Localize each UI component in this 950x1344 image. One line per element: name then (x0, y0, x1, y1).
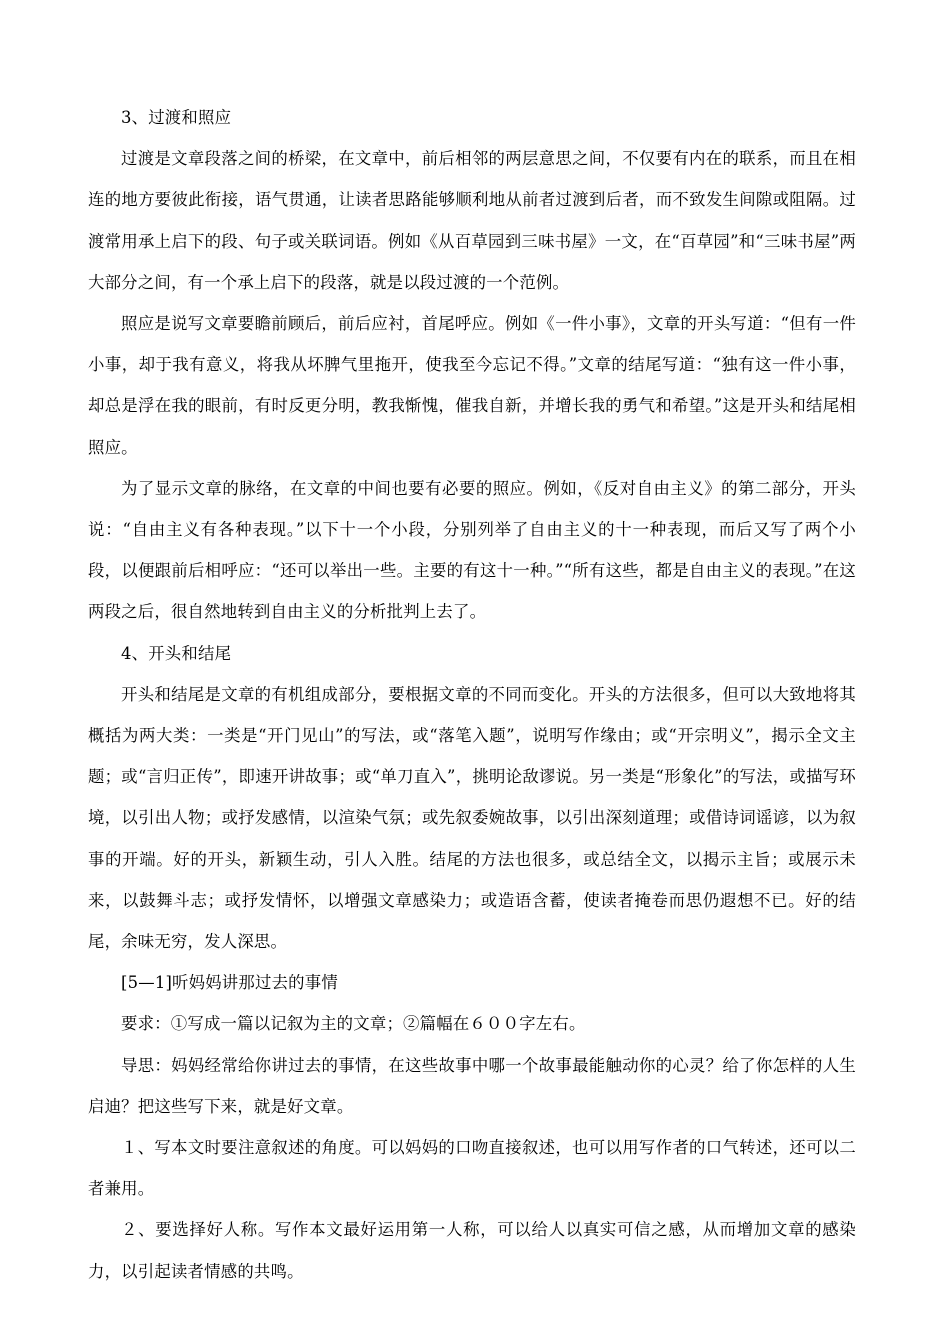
document-body (88, 97, 856, 1292)
tip-person: ２、要选择好人称。写作本文最好运用第一人称，可以给人以真实可信之感，从而增加文章的感染力，以引起读者情感的共鸣。 (88, 1220, 856, 1281)
section-heading-transition: 3、过渡和照应 (121, 108, 232, 127)
tip-narrative-angle: １、写本文时要注意叙述的角度。可以妈妈的口吻直接叙述，也可以用写作者的口气转述，还可以二者兼用。 (88, 1138, 856, 1199)
section-heading-opening-ending: 4、开头和结尾 (121, 643, 232, 663)
paragraph-middle-echo: 为了显示文章的脉络，在文章的中间也要有必要的照应。例如，《反对自由主义》的第二部分，开头说：“自由主义有各种表现。”以下十一个小段，分别列举了自由主义的十一种表现，而后又写了两个小段，以便跟前后相呼应：“还可以举出一些。主要的有这十一种。”“所有这些，都是自由主义的表现。”在这两段之后，很自然地转到自由主义的分析批判上去了。 (88, 478, 856, 622)
paragraph-transition: 过渡是文章段落之间的桥梁，在文章中，前后相邻的两层意思之间，不仅要有内在的联系，而且在相连的地方要彼此衔接，语气贯通，让读者思路能够顺利地从前者过渡到后者，而不致发生间隙或阻隔。过渡常用承上启下的段、句子或关联词语。例如《从百草园到三味书屋》一文，在“百草园”和“三味书屋”两大部分之间，有一个承上启下的段落，就是以段过渡的一个范例。 (88, 149, 856, 292)
exercise-title: [5—1]听妈妈讲那过去的事情 (121, 973, 338, 993)
exercise-guidance: 导思：妈妈经常给你讲过去的事情，在这些故事中哪一个故事最能触动你的心灵？给了你怎样的人生启迪？把这些写下来，就是好文章。 (88, 1055, 856, 1116)
paragraph-opening-ending: 开头和结尾是文章的有机组成部分，要根据文章的不同而变化。开头的方法很多，但可以大致地将其概括为两大类：一类是“开门见山”的写法，或“落笔入题”，说明写作缘由；或“开宗明义”，揭示全文主题；或“言归正传”，即速开讲故事；或“单刀直入”，挑明论敌谬说。另一类是“形象化”的写法，或描写环境，以引出人物；或抒发感情，以渲染气氛；或先叙委婉故事，以引出深刻道理；或借诗词谣谚，以为叙事的开端。好的开头，新颖生动，引人入胜。结尾的方法也很多，或总结全文，以揭示主旨；或展示未来，以鼓舞斗志；或抒发情怀，以增强文章感染力；或造语含蓄，使读者掩卷而思仍遐想不已。好的结尾，余味无穷，发人深思。 (88, 684, 856, 952)
paragraph-echo: 照应是说写文章要瞻前顾后，前后应衬，首尾呼应。例如《一件小事》，文章的开头写道：“但有一件小事，却于我有意义，将我从坏脾气里拖开，使我至今忘记不得。”文章的结尾写道：“独有这一件小事，却总是浮在我的眼前，有时反更分明，教我惭愧，催我自新，并增长我的勇气和希望。”这是开头和结尾相照应。 (88, 314, 856, 457)
exercise-requirements: 要求：①写成一篇以记叙为主的文章；②篇幅在６００字左右。 (121, 1014, 586, 1034)
